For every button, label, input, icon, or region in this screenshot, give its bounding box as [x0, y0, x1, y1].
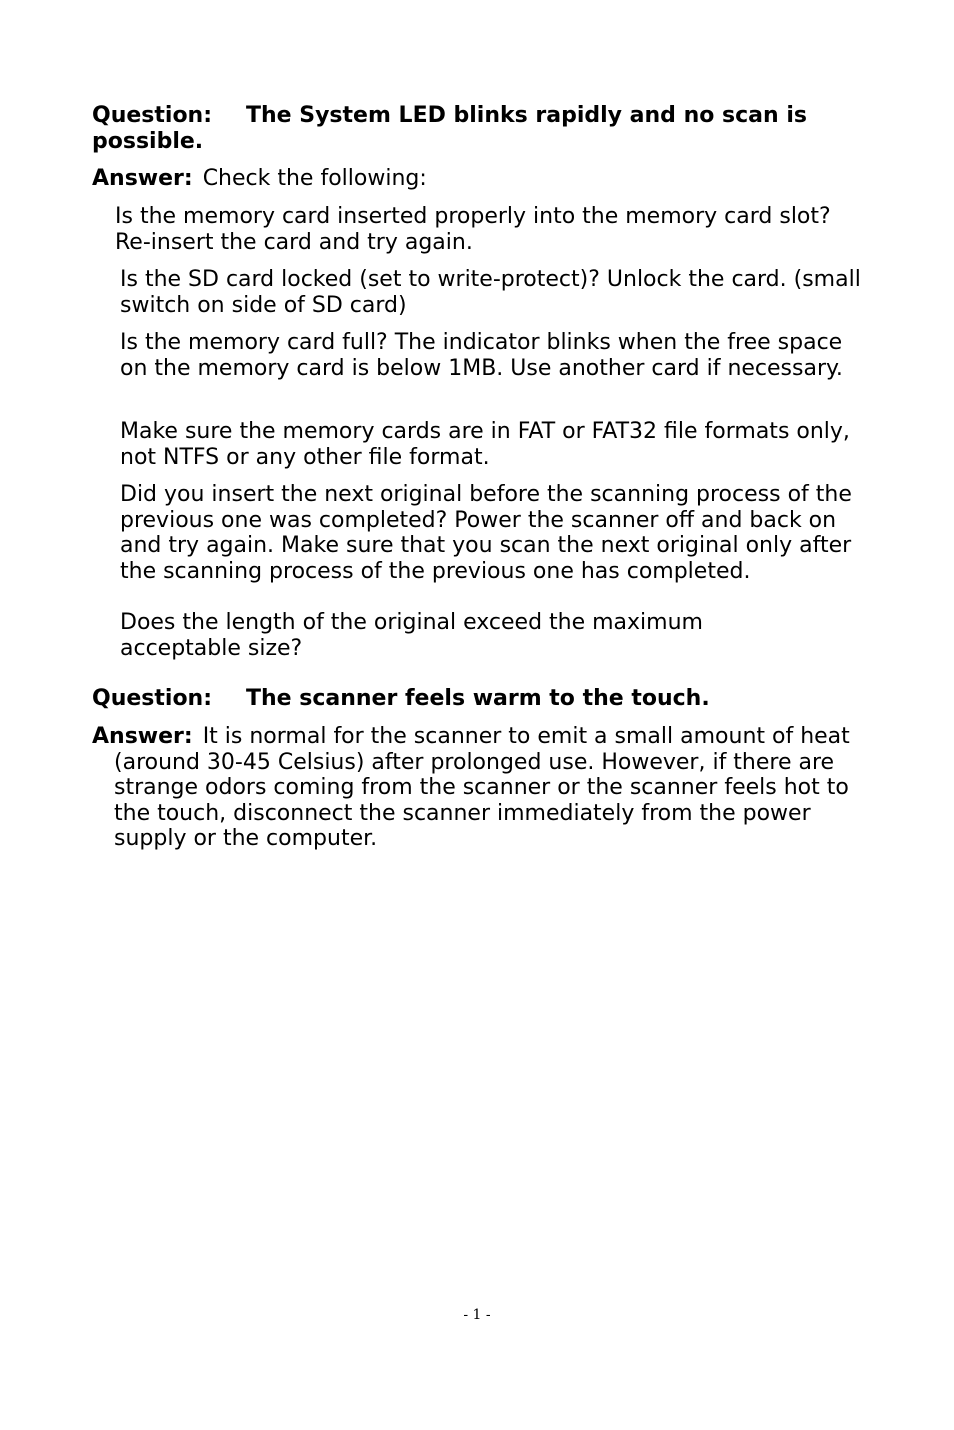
answer-1-item-5: Did you insert the next original before the scanning process of the previous one was completed? Power the scanner off and back on and try again. Make sure that you scan the next original only after the scanning process of the previous one has completed. — [120, 482, 852, 584]
answer-1-item-3: Is the memory card full? The indicator blinks when the free space on the memory card is below 1MB. Use another card if necessary. — [120, 330, 843, 381]
question-1-text: The System LED blinks rapidly and no scan is possible. — [92, 103, 807, 154]
answer-2 — [92, 724, 889, 852]
answer-1-text: Check the following: — [202, 166, 427, 191]
answer-1-label: Answer: — [92, 166, 193, 191]
page-number: - 1 - — [463, 1307, 491, 1323]
answer-1-item-6: Does the length of the original exceed the maximum acceptable size? — [120, 610, 703, 661]
answer-2-text: It is normal for the scanner to emit a small amount of heat (around 30-45 Celsius) after prolonged use. However, if there are strange odors coming from the scanner or the scanner feels hot to the touch, disconnect the scanner immediately from the power supply or the computer. — [114, 724, 850, 851]
question-2-label: Question: — [92, 686, 213, 711]
question-1-label: Question: — [92, 103, 213, 128]
question-1 — [92, 103, 872, 154]
answer-1-item-4: Make sure the memory cards are in FAT or FAT32 file formats only, not NTFS or any other file format. — [120, 419, 850, 470]
question-2-text: The scanner feels warm to the touch. — [246, 686, 710, 711]
answer-1 — [92, 166, 872, 192]
answer-1-item-2: Is the SD card locked (set to write-protect)? Unlock the card. (small switch on side of SD card) — [120, 267, 861, 318]
question-2 — [92, 686, 872, 712]
answer-2-label: Answer: — [92, 724, 193, 749]
answer-1-item-1: Is the memory card inserted properly into the memory card slot? Re-insert the card and try again. — [115, 204, 831, 255]
